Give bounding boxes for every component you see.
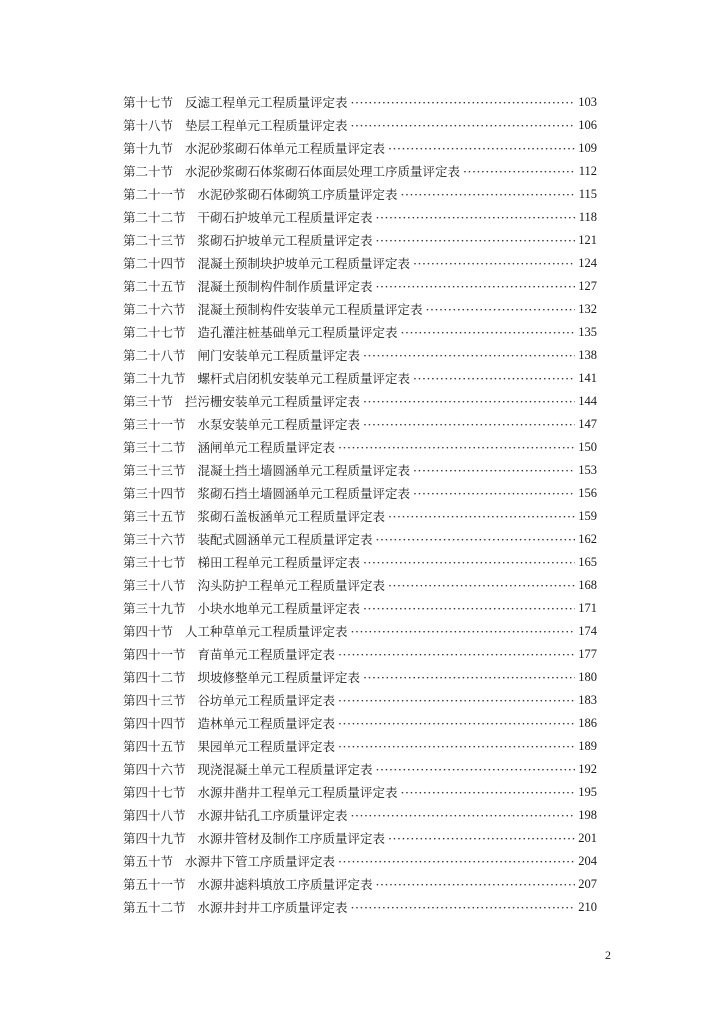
toc-dot-leader: [351, 896, 576, 919]
toc-dot-leader: [401, 781, 576, 804]
toc-dot-leader: [338, 850, 575, 873]
toc-entry[interactable]: [123, 758, 597, 781]
toc-section-number: 第三十节: [123, 394, 174, 409]
toc-dot-leader: [401, 321, 576, 344]
toc-entry-title: 浆砌石护坡单元工程质量评定表: [197, 233, 373, 248]
toc-entry-title: 水源井下管工序质量评定表: [185, 854, 336, 869]
toc-section-number: 第二十五节: [123, 279, 186, 294]
toc-entry-title: 育苗单元工程质量评定表: [197, 647, 336, 662]
toc-page-number: 127: [578, 279, 597, 293]
toc-dot-leader: [363, 344, 575, 367]
toc-entry-title: 造孔灌注桩基础单元工程质量评定表: [197, 325, 398, 340]
toc-section-number: 第十九节: [123, 141, 174, 156]
toc-entry-title: 水源井滤料填放工序质量评定表: [197, 877, 373, 892]
toc-section-number: 第五十节: [123, 854, 174, 869]
toc-page-number: 195: [578, 785, 597, 799]
toc-entry-title: 人工种草单元工程质量评定表: [185, 624, 348, 639]
toc-entry[interactable]: [123, 275, 597, 298]
toc-page-number: 192: [578, 762, 597, 776]
toc-entry[interactable]: [123, 689, 597, 712]
toc-entry-title: 拦污栅安装单元工程质量评定表: [185, 394, 361, 409]
toc-entry[interactable]: [123, 551, 597, 574]
toc-entry-title: 浆砌石挡土墙圆涵单元工程质量评定表: [197, 486, 411, 501]
toc-page-number: 106: [578, 118, 597, 132]
toc-page-number: 183: [578, 693, 597, 707]
toc-dot-leader: [376, 758, 576, 781]
toc-entry-title: 垫层工程单元工程质量评定表: [185, 118, 348, 133]
toc-page-number: 103: [578, 95, 597, 109]
toc-entry-title: 涵闸单元工程质量评定表: [197, 440, 336, 455]
toc-entry-title: 混凝土挡土墙圆涵单元工程质量评定表: [197, 463, 411, 478]
toc-entry-title: 水源井钻孔工序质量评定表: [197, 808, 348, 823]
toc-section-number: 第四十四节: [123, 716, 186, 731]
toc-section-number: 第二十四节: [123, 256, 186, 271]
toc-page-number: 138: [578, 348, 597, 362]
toc-page-number: 180: [578, 670, 597, 684]
toc-section-number: 第四十二节: [123, 670, 186, 685]
toc-dot-leader: [413, 459, 575, 482]
toc-entry[interactable]: [123, 459, 597, 482]
toc-section-number: 第三十五节: [123, 509, 186, 524]
toc-entry[interactable]: [123, 91, 597, 114]
toc-page-number: 168: [578, 578, 597, 592]
toc-entry[interactable]: [123, 390, 597, 413]
toc-entry[interactable]: [123, 804, 597, 827]
toc-entry[interactable]: [123, 896, 597, 919]
toc-dot-leader: [401, 183, 576, 206]
toc-entry-title: 水泵安装单元工程质量评定表: [197, 417, 361, 432]
toc-dot-leader: [376, 873, 576, 896]
toc-entry-title: 造林单元工程质量评定表: [197, 716, 336, 731]
toc-section-number: 第三十九节: [123, 601, 186, 616]
toc-entry-title: 坝坡修整单元工程质量评定表: [197, 670, 361, 685]
toc-page-number: 162: [578, 532, 597, 546]
toc-entry[interactable]: [123, 367, 597, 390]
toc-page-number: 135: [578, 325, 597, 339]
toc-dot-leader: [363, 551, 575, 574]
toc-section-number: 第二十三节: [123, 233, 186, 248]
toc-dot-leader: [363, 413, 575, 436]
toc-entry[interactable]: [123, 574, 597, 597]
toc-page-number: 150: [578, 440, 597, 454]
toc-page-number: 132: [578, 302, 597, 316]
toc-section-number: 第三十四节: [123, 486, 186, 501]
toc-dot-leader: [388, 505, 575, 528]
toc-section-number: 第二十八节: [123, 348, 186, 363]
toc-page-number: 177: [578, 647, 597, 661]
toc-dot-leader: [376, 275, 576, 298]
toc-dot-leader: [338, 712, 575, 735]
toc-page-number: 207: [578, 877, 597, 891]
toc-dot-leader: [338, 735, 575, 758]
toc-entry[interactable]: [123, 114, 597, 137]
toc-entry-title: 水泥砂浆砌石体砌筑工序质量评定表: [197, 187, 398, 202]
toc-section-number: 第三十八节: [123, 578, 186, 593]
toc-entry[interactable]: [123, 298, 597, 321]
toc-page-number: 124: [578, 256, 597, 270]
toc-section-number: 第四十节: [123, 624, 174, 639]
toc-entry[interactable]: [123, 321, 597, 344]
toc-entry[interactable]: [123, 735, 597, 758]
toc-entry[interactable]: [123, 344, 597, 367]
toc-dot-leader: [388, 827, 575, 850]
toc-section-number: 第五十一节: [123, 877, 186, 892]
toc-section-number: 第四十一节: [123, 647, 186, 662]
toc-entry[interactable]: [123, 252, 597, 275]
toc-entry-title: 混凝土预制构件安装单元工程质量评定表: [197, 302, 423, 317]
toc-entry[interactable]: [123, 827, 597, 850]
toc-section-number: 第三十七节: [123, 555, 186, 570]
toc-page-number: 121: [578, 233, 597, 247]
toc-entry[interactable]: [123, 873, 597, 896]
toc-page-number: 153: [578, 463, 597, 477]
toc-dot-leader: [376, 528, 576, 551]
toc-section-number: 第四十五节: [123, 739, 186, 754]
toc-section-number: 第三十一节: [123, 417, 186, 432]
page-number: 2: [605, 948, 611, 962]
toc-page-number: 186: [578, 716, 597, 730]
toc-entry-title: 混凝土预制块护坡单元工程质量评定表: [197, 256, 411, 271]
toc-entry[interactable]: [123, 183, 597, 206]
toc-dot-leader: [363, 666, 575, 689]
toc-entry[interactable]: [123, 229, 597, 252]
toc-page-number: 112: [578, 164, 597, 178]
toc-section-number: 第二十七节: [123, 325, 186, 340]
toc-page-number: 201: [578, 831, 597, 845]
toc-section-number: 第三十六节: [123, 532, 186, 547]
toc-section-number: 第四十六节: [123, 762, 186, 777]
toc-section-number: 第十七节: [123, 95, 174, 110]
toc-section-number: 第五十二节: [123, 900, 186, 915]
toc-entry-title: 螺杆式启闭机安装单元工程质量评定表: [197, 371, 411, 386]
toc-entry-title: 混凝土预制构件制作质量评定表: [197, 279, 373, 294]
toc-entry-title: 反滤工程单元工程质量评定表: [185, 95, 348, 110]
toc-section-number: 第二十二节: [123, 210, 186, 225]
toc-entry[interactable]: [123, 643, 597, 666]
toc-entry[interactable]: [123, 712, 597, 735]
toc-entry[interactable]: [123, 137, 597, 160]
toc-section-number: 第三十三节: [123, 463, 186, 478]
toc-entry-title: 浆砌石盖板涵单元工程质量评定表: [197, 509, 386, 524]
toc-entry[interactable]: [123, 413, 597, 436]
toc-section-number: 第三十二节: [123, 440, 186, 455]
toc-section-number: 第十八节: [123, 118, 174, 133]
toc-page-number: 147: [578, 417, 597, 431]
toc-dot-leader: [351, 804, 576, 827]
toc-entry-title: 水源井管材及制作工序质量评定表: [197, 831, 386, 846]
toc-dot-leader: [338, 689, 575, 712]
toc-entry[interactable]: [123, 505, 597, 528]
toc-entry[interactable]: [123, 850, 597, 873]
toc-page-number: 156: [578, 486, 597, 500]
toc-dot-leader: [351, 114, 576, 137]
toc-dot-leader: [463, 160, 576, 183]
toc-page-number: 198: [578, 808, 597, 822]
toc-entry-title: 果园单元工程质量评定表: [197, 739, 336, 754]
toc-entry[interactable]: [123, 206, 597, 229]
toc-entry-title: 梯田工程单元工程质量评定表: [197, 555, 361, 570]
toc-dot-leader: [338, 436, 575, 459]
toc-entry-title: 现浇混凝土单元工程质量评定表: [197, 762, 373, 777]
toc-page-number: 165: [578, 555, 597, 569]
toc-entry-title: 沟头防护工程单元工程质量评定表: [197, 578, 386, 593]
toc-page-number: 210: [578, 900, 597, 914]
toc-page-number: 204: [578, 854, 597, 868]
toc-dot-leader: [376, 206, 576, 229]
toc-entry[interactable]: [123, 666, 597, 689]
toc-dot-leader: [363, 597, 575, 620]
toc-section-number: 第四十八节: [123, 808, 186, 823]
toc-dot-leader: [413, 367, 575, 390]
toc-page-number: 174: [578, 624, 597, 638]
toc-page-number: 109: [578, 141, 597, 155]
toc-dot-leader: [413, 252, 575, 275]
toc-dot-leader: [351, 620, 576, 643]
toc-entry-title: 水源井封井工序质量评定表: [197, 900, 348, 915]
toc-dot-leader: [388, 574, 575, 597]
toc-dot-leader: [376, 229, 576, 252]
toc-page-number: 115: [578, 187, 597, 201]
toc-entry-title: 装配式圆涵单元工程质量评定表: [197, 532, 373, 547]
toc-entry[interactable]: [123, 620, 597, 643]
toc-dot-leader: [363, 390, 575, 413]
toc-dot-leader: [338, 643, 575, 666]
toc-entry[interactable]: [123, 781, 597, 804]
toc-page-number: 159: [578, 509, 597, 523]
toc-page-number: 189: [578, 739, 597, 753]
toc-entry[interactable]: [123, 436, 597, 459]
toc-entry-title: 小块水地单元工程质量评定表: [197, 601, 361, 616]
toc-page-number: 141: [578, 371, 597, 385]
toc-entry-title: 水源井凿井工程单元工程质量评定表: [197, 785, 398, 800]
toc-section-number: 第二十一节: [123, 187, 186, 202]
toc-section-number: 第二十六节: [123, 302, 186, 317]
toc-section-number: 第二十九节: [123, 371, 186, 386]
toc-dot-leader: [426, 298, 576, 321]
toc-dot-leader: [413, 482, 575, 505]
toc-page-number: 118: [578, 210, 597, 224]
toc-dot-leader: [351, 91, 576, 114]
toc-entry[interactable]: [123, 528, 597, 551]
toc-entry[interactable]: [123, 597, 597, 620]
toc-entry[interactable]: [123, 482, 597, 505]
toc-section-number: 第四十七节: [123, 785, 186, 800]
toc-page-number: 144: [578, 394, 597, 408]
toc-section-number: 第四十九节: [123, 831, 186, 846]
toc-entry[interactable]: [123, 160, 597, 183]
toc-entry-title: 水泥砂浆砌石体单元工程质量评定表: [185, 141, 386, 156]
toc-page-number: 171: [578, 601, 597, 615]
toc-entry-title: 闸门安装单元工程质量评定表: [197, 348, 361, 363]
table-of-contents: [123, 91, 597, 919]
toc-section-number: 第二十节: [123, 164, 174, 179]
toc-entry-title: 谷坊单元工程质量评定表: [197, 693, 336, 708]
toc-dot-leader: [388, 137, 575, 160]
toc-entry-title: 水泥砂浆砌石体浆砌石体面层处理工序质量评定表: [185, 164, 461, 179]
toc-entry-title: 干砌石护坡单元工程质量评定表: [197, 210, 373, 225]
toc-section-number: 第四十三节: [123, 693, 186, 708]
